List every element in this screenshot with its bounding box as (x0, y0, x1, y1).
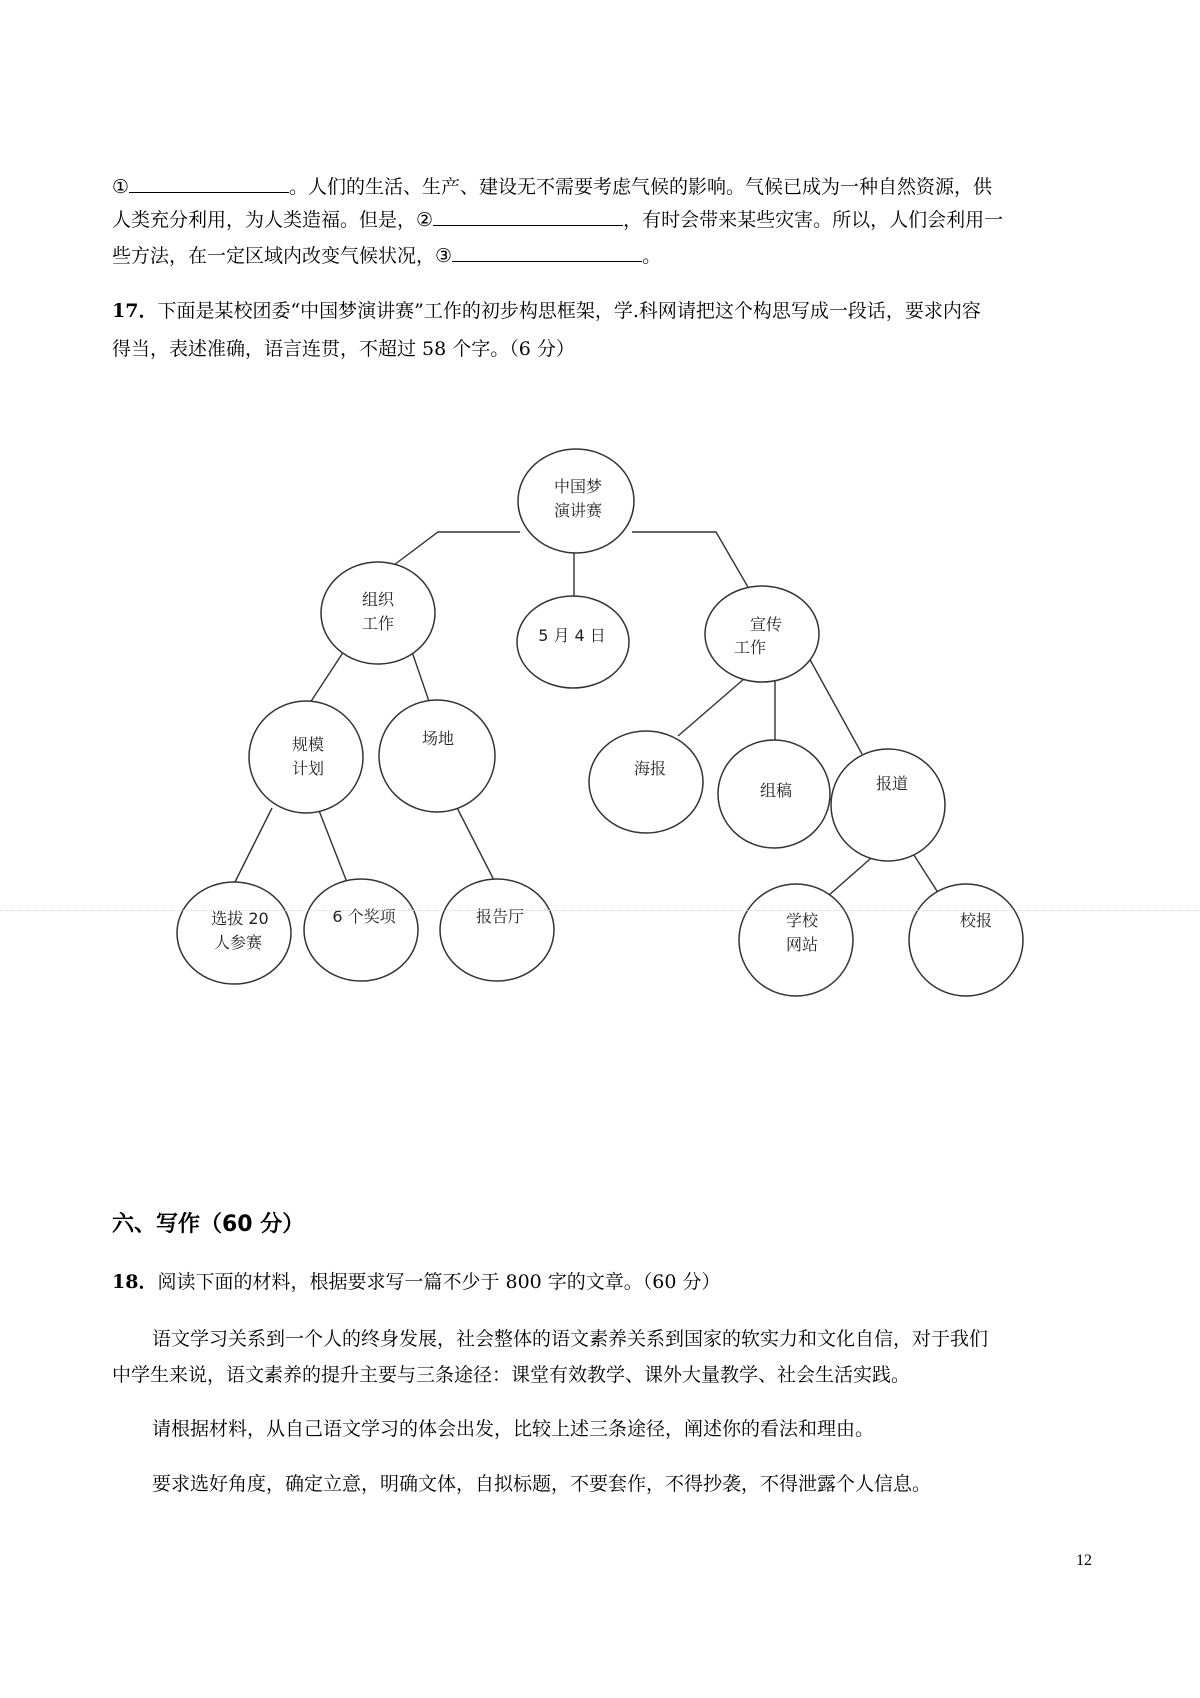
label-select20-2: 人参赛 (213, 933, 263, 952)
label-manuscript: 组稿 (759, 781, 793, 800)
instruction-line-1: 请根据材料，从自己语文学习的体会出发，比较上述三条途径，阐述你的看法和理由。 (152, 1418, 875, 1440)
node-school-paper (909, 884, 1023, 996)
blank-marker-2: ② (416, 209, 434, 231)
instruction-line-2: 要求选好角度，确定立意，明确文体，自拟标题，不要套作，不得抄袭，不得泄露个人信息。 (152, 1473, 932, 1495)
label-organize-2: 工作 (361, 614, 395, 633)
node-report (831, 749, 945, 861)
node-hall (440, 879, 554, 981)
connector-scale-awards (318, 808, 350, 890)
node-poster (589, 731, 703, 833)
page-number: 12 (1076, 1552, 1092, 1569)
passage-end-3: 。 (642, 245, 662, 267)
label-website-1: 学校 (785, 911, 819, 930)
label-organize-1: 组织 (361, 590, 395, 609)
node-venue (379, 700, 495, 812)
passage-text-3: 些方法，在一定区域内改变气候状况， (112, 245, 436, 267)
label-select20-1: 选拔 20 (211, 909, 269, 928)
label-report: 报道 (875, 774, 909, 793)
question-17-text-1: 下面是某校团委“中国梦演讲赛”工作的初步构思框架，学.科网请把这个构思写成一段话，要求内容 (157, 300, 981, 322)
question-17-text-2: 得当，表述准确，语言连贯，不超过 58 个字。（6 分） (112, 338, 575, 360)
label-venue: 场地 (421, 729, 455, 748)
diagram-nodes (177, 449, 1023, 996)
label-scale-1: 规模 (291, 735, 325, 754)
blank-marker-1: ① (112, 176, 130, 198)
blank-marker-3: ③ (435, 245, 453, 267)
label-root-2: 演讲赛 (553, 501, 603, 520)
label-six-awards: 6 个奖项 (332, 907, 396, 926)
node-six-awards (304, 879, 418, 981)
material-line-1: 语文学习关系到一个人的终身发展，社会整体的语文素养关系到国家的软实力和文化自信，对于我们 (152, 1328, 989, 1350)
question-18-line (112, 1267, 1102, 1297)
label-root-1: 中国梦 (553, 477, 603, 496)
label-publicity-1: 宣传 (749, 615, 783, 634)
connector-publicity-poster (678, 672, 752, 736)
passage-text-2b: ，有时会带来某些灾害。所以，人们会利用一 (623, 209, 1004, 231)
passage-text-1: 。人们的生活、生产、建设无不需要考虑气候的影响。气候已成为一种自然资源，供 (289, 176, 993, 198)
label-publicity-2: 工作 (733, 638, 767, 657)
label-website-2: 网站 (785, 935, 819, 954)
passage-text-2a: 人类充分利用，为人类造福。但是， (112, 209, 417, 231)
label-poster: 海报 (633, 759, 667, 778)
page-fold-divider (0, 910, 1200, 911)
node-scale-plan (249, 701, 363, 813)
section-6-title: 六、写作（60 分） (112, 1212, 305, 1237)
node-organize (321, 562, 435, 664)
label-school-paper: 校报 (959, 911, 993, 930)
connector-scale-select20 (232, 808, 272, 888)
question-18-text: 阅读下面的材料，根据要求写一篇不少于 800 字的文章。（60 分） (157, 1271, 721, 1293)
connector-publicity-report (808, 656, 862, 754)
question-17-number: 17． (112, 300, 158, 322)
question-18-number: 18． (112, 1271, 158, 1293)
material-line-2: 中学生来说，语文素养的提升主要与三条途径：课堂有效教学、课外大量教学、社会生活实践。 (112, 1364, 911, 1386)
label-hall: 报告厅 (475, 907, 525, 926)
label-date: 5 月 4 日 (538, 626, 606, 645)
connector-root-publicity (632, 532, 752, 594)
node-publicity (705, 586, 819, 682)
label-scale-2: 计划 (291, 759, 325, 778)
